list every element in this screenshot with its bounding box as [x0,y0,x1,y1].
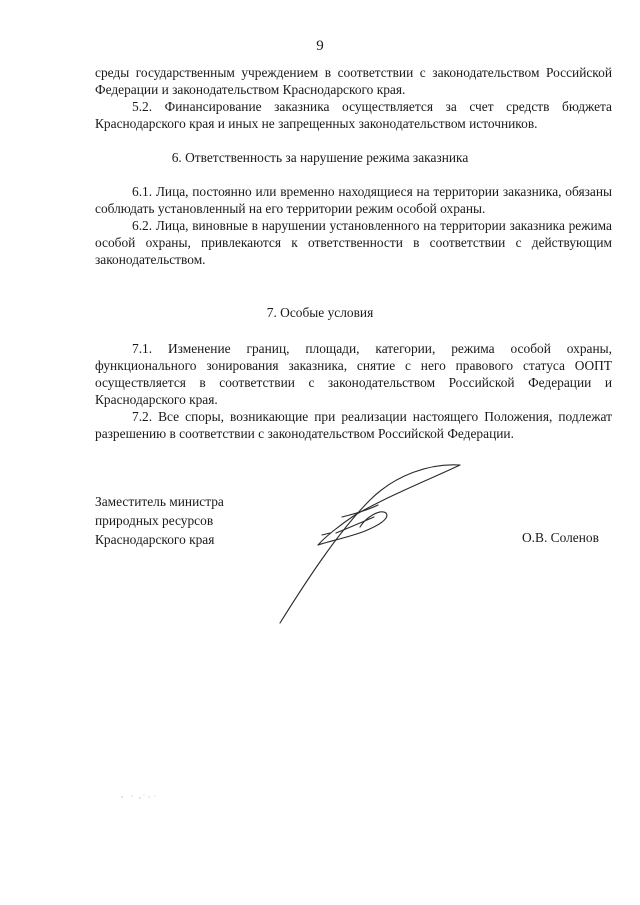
section-6-heading: 6. Ответственность за нарушение режима заказника [171,150,469,165]
paragraph-7-1: 7.1. Изменение границ, площади, категории, режима особой охраны, функционального зонирования заказника, снятие с него правового статуса ООПТ осуществляется в соответствии с законодательством Российской Федерации и Краснодарского края. [95,341,612,407]
signatory-title-line-1: Заместитель министра [95,494,224,509]
page-number: 9 [316,38,324,54]
handwritten-signature [270,455,470,625]
signatory-title-line-3: Краснодарского края [95,532,215,547]
section-6-block [95,183,612,268]
top-paragraph-block [95,64,612,132]
signatory-title-line-2: природных ресурсов [95,513,214,528]
paragraph-5-2: 5.2. Финансирование заказника осуществляется за счет средств бюджета Краснодарского края и иных не запрещенных законодательством источников. [95,99,612,131]
section-7-heading: 7. Особые условия [266,305,374,320]
paragraph-continuation: среды государственным учреждением в соответствии с законодательством Российской Федерации и законодательством Краснодарского края. [95,65,612,97]
paragraph-6-2: 6.2. Лица, виновные в нарушении установленного на территории заказника режима особой охраны, привлекаются к ответственности в соответствии с действующим законодательством. [95,218,612,267]
paragraph-7-2: 7.2. Все споры, возникающие при реализации настоящего Положения, подлежат разрешению в соответствии с законодательством Российской Федерации. [95,409,612,441]
paragraph-6-1: 6.1. Лица, постоянно или временно находящиеся на территории заказника, обязаны соблюдать установленный на его территории режим особой охраны. [95,184,612,216]
signatory-title [95,492,224,549]
signatory-name: О.В. Соленов [522,530,599,545]
section-7-block [95,340,612,442]
scan-specks [120,788,170,804]
